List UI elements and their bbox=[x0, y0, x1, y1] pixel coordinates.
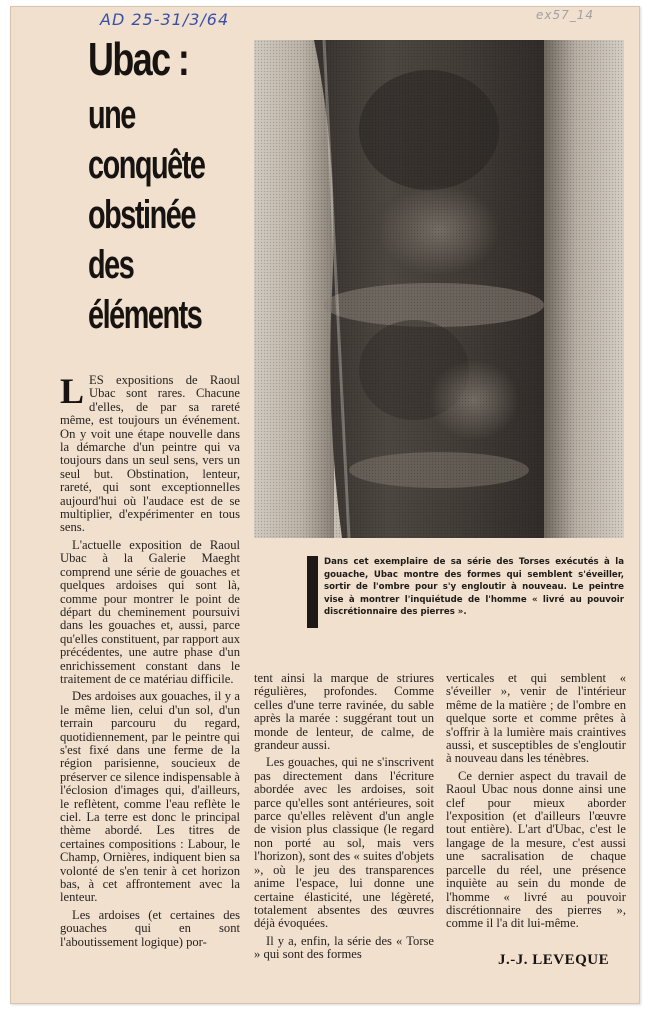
title-line: éléments bbox=[88, 293, 202, 337]
paragraph-text: ES expositions de Raoul Ubac sont rares. Chacune d'elles, de par sa rareté même, est toujours un événement. On y voit une étape nouvelle dans la démarche d'un peintre qui va toujours dans un seul sens, vers un seul but. Obstination, lenteur, rareté, qui sont exceptionnelles aujourd'hui où l'audace est de se multiplier, d'expérimenter en tous sens. bbox=[60, 373, 240, 535]
title-line: conquête bbox=[88, 143, 205, 187]
author-byline: J.-J. LEVEQUE bbox=[498, 952, 610, 968]
title-line: obstinée bbox=[88, 193, 195, 237]
paragraph: Ce dernier aspect du travail de Raoul Ubac nous donne ainsi une clef pour mieux aborder l'exposition (et d'ailleurs l'œuvre tout entière). L'art d'Ubac, c'est le langage de la mesure, c'est aussi une sacralisation de chaque parcelle du réel, une présence inquiète au sein du monde de l'homme « livré au pouvoir discrétionnaire des pierres », comme il l'a dit lui-même. bbox=[446, 768, 626, 931]
article-title bbox=[88, 33, 248, 340]
title-line: une bbox=[88, 93, 135, 137]
handwritten-reference-note: ex57_14 bbox=[536, 8, 595, 22]
title-main: Ubac : bbox=[88, 33, 189, 85]
paragraph: Il y a, enfin, la série des « Torse » qui sont des formes bbox=[254, 933, 434, 962]
article-column-1 bbox=[60, 371, 240, 953]
paragraph: L'actuelle exposition de Raoul Ubac à la Galerie Maeght comprend une série de gouaches et quelques ardoises qui sont là, comme pour montrer le point de départ du cheminement poursuivi dans les gouaches et, aussi, parce qu'elles constituent, par rapport aux précédentes, une autre phase d'un enrichissement constant dans le traitement de ce matériau difficile. bbox=[60, 537, 240, 686]
article-column-3 bbox=[446, 672, 626, 935]
paragraph: verticales et qui semblent « s'éveiller », venir de l'intérieur même de la matière ; de l'ombre en quelque sorte et comme prêtes à s'offrir à la lumière mais craintives aussi, et susceptibles de s'engloutir à nouveau dans les ténèbres. bbox=[446, 671, 626, 766]
photo-caption bbox=[304, 556, 624, 619]
paragraph: tent ainsi la marque de striures régulières, profondes. Comme celles d'une terre ravinée, du sable après la marée : suggérant tout un monde de lenteur, de calme, de grandeur aussi. bbox=[254, 671, 434, 753]
paragraph: Les ardoises (et certaines des gouaches qui en sont l'aboutissement logique) por- bbox=[60, 907, 240, 949]
handwritten-date-note: AD 25-31/3/64 bbox=[100, 10, 230, 29]
article-column-2 bbox=[254, 672, 434, 966]
paragraph bbox=[60, 371, 240, 535]
dropcap: L bbox=[60, 371, 85, 411]
paragraph: Les gouaches, qui ne s'inscrivent pas directement dans l'écriture abordée avec les ardoises, soit parce qu'elles sont antérieures, soit parce qu'elles relèvent d'un angle de vision plus classique (le regard non porté au sol, mais vers l'horizon), sont des « suites d'objets », où le jeu des transparences anime l'espace, lui donne une certaine élasticité, une légèreté, totalement absentes des œuvres déjà évoquées. bbox=[254, 755, 434, 931]
torse-gouache-image bbox=[254, 40, 624, 538]
caption-text: Dans cet exemplaire de sa série des Torses exécutés à la gouache, Ubac montre des formes qui semblent s'éveiller, sortir de l'ombre pour s'y engloutir à nouveau. Le peintre vise à montrer l'inquiétude de l'homme « livré au pouvoir discrétionnaire des pierres ». bbox=[324, 557, 624, 618]
title-line: des bbox=[88, 243, 134, 287]
artwork-photo-torse bbox=[254, 40, 624, 538]
paragraph: Des ardoises aux gouaches, il y a le même lien, celui d'un sol, d'un terrain parcouru du regard, quotidiennement, par le peintre qui s'est fixé dans une ferme de la région parisienne, soucieux de préserver ce silence indispensable à l'éclosion d'images qui, d'ailleurs, le reflètent, comme l'eau reflète le ciel. La terre est donc le principal thème abordé. Les titres de certaines compositions : Labour, le Champ, Ornières, indiquent bien sa volonté de s'en tenir à cet horizon bas, à cet affrontement avec la lenteur. bbox=[60, 689, 240, 905]
